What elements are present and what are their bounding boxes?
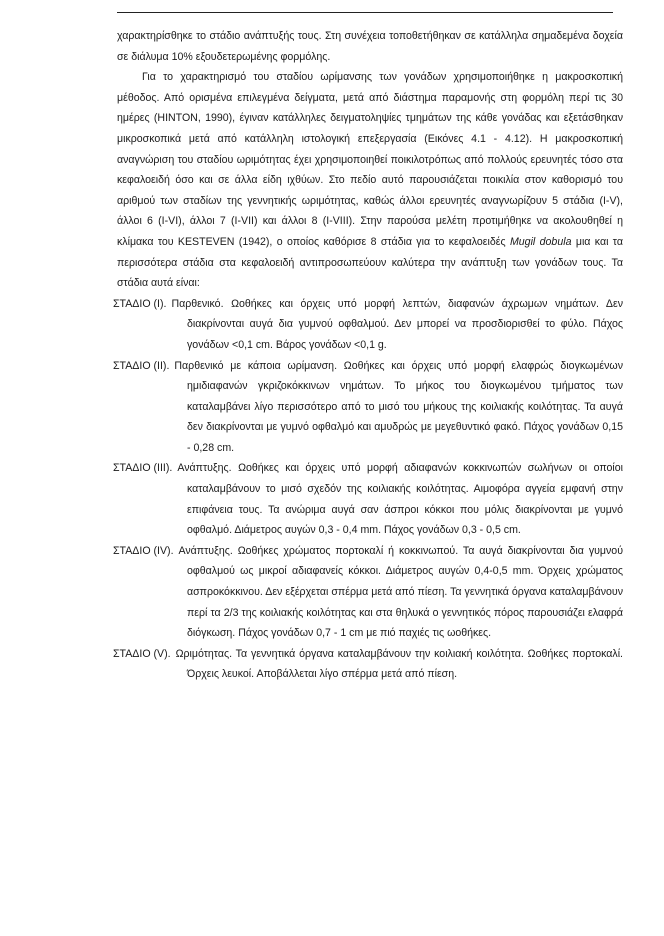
- stage-label: ΣΤΑΔΙΟ (III).: [113, 462, 173, 475]
- stage-description: Ωριμότητας. Τα γεννητικά όργανα καταλαμβάνουν την κοιλιακή κοιλότητα. Ωοθήκες πορτοκαλί. Όρχεις λευκοί. Αποβάλλεται λίγο σπέρμα μετά από πίεση.: [175, 647, 623, 681]
- species-name: Mugil dobula: [509, 235, 572, 248]
- header-rule: [117, 12, 613, 13]
- paragraph-text-a: Για το χαρακτηρισμό του σταδίου ωρίμανσης των γονάδων χρησιμοποιήθηκε η μακροσκοπική μέθοδος. Από ορισμένα επιλεγμένα δείγματα, μετά από διάστημα παραμονής στη φορμόλη περί τις 30 ημέρες (HINTON, 1990), έγιναν κατάλληλες δειγματοληψίες τμημάτων της κάθε γονάδας και εξετάσθηκαν μικροσκοπικά μετά από κατάλληλη ιστολογική επεξεργασία (Εικόνες 4.1 - 4.12). Η μακροσκοπική αναγνώριση του σταδίου ωριμότητας έχει χρησιμοποιηθεί ποικιλοτρόπως από πολλούς ερευνητές τόσο στα κεφαλοειδή όσο και σε άλλα είδη ιχθύων. Στο πεδίο αυτό παρουσιάζεται ποικιλία στον καθορισμό του αριθμού των σταδίων της γεννητικής ωριμότητας, καθώς άλλοι ερευνητές αναγνωρίζουν 5 στάδια (I-V), άλλοι 6 (I-VI), άλλοι 7 (I-VII) και άλλοι 8 (I-VIII). Στην παρούσα μελέτη προτιμήθηκε να ακολουθηθεί η κλίμακα του KESTEVEN (1942), ο οποίος καθόρισε 8 στάδια για το κεφαλοειδές: [117, 71, 623, 248]
- paragraph-maturity-method: [117, 67, 623, 294]
- stage-entry-1: [113, 294, 623, 356]
- document-body: [113, 26, 623, 685]
- stage-description: Παρθενικό. Ωοθήκες και όρχεις υπό μορφή λεπτών, διαφανών άχρωμων νημάτων. Δεν διακρίνονται αυγά δια γυμνού οφθαλμού. Δεν μπορεί να προσδιορισθεί το φύλο. Πάχος γονάδων <0,1 cm. Βάρος γονάδων <0,1 g.: [171, 297, 623, 351]
- stage-description: Ανάπτυξης. Ωοθήκες χρώματος πορτοκαλί ή κοκκινωπού. Τα αυγά διακρίνονται δια γυμνού οφθαλμού ως μικροί αδιαφανείς κόκκοι. Διάμετρος αυγών 0,4-0,5 mm. Όρχεις χρώματος ασπροκόκκινου. Δεν εξέρχεται σπέρμα μετά από πίεση. Τα γεννητικά όργανα καταλαμβάνουν περί τα 2/3 της κοιλιακής κοιλότητας και στα θηλυκά ο γεννητικός πόρος παρουσιάζει ελαφρά διόγκωση. Πάχος γονάδων 0,7 - 1 cm με πιό παχιές τις ωοθήκες.: [178, 544, 623, 640]
- paragraph-text-b: μια και τα περισσότερα στάδια στα κεφαλοειδή αντιπροσωπεύουν καλύτερα την ανάπτυξη των γονάδων τους. Τα στάδια αυτά είναι:: [117, 235, 623, 290]
- stage-entry-2: [113, 356, 623, 459]
- stage-description: Ανάπτυξης. Ωοθήκες και όρχεις υπό μορφή αδιαφανών κοκκινωπών σωλήνων οι οποίοι καταλαμβάνουν το μισό σχεδόν της κοιλιακής κοιλότητας. Αιμοφόρα αγγεία εμφανή στην επιφάνεια τους. Τα ανώριμα αυγά σαν άσπροι κόκκοι που μόλις διακρίνονται με γυμνό οφθαλμό. Διάμετρος αυγών 0,3 - 0,4 mm. Πάχος γονάδων 0,3 - 0,5 cm.: [177, 462, 623, 537]
- stage-description: Παρθενικό με κάποια ωρίμανση. Ωοθήκες και όρχεις υπό μορφή ελαφρώς διογκωμένων ημιδιαφανών γκριζοκόκκινων νημάτων. Το μήκος του διογκωμένου τμήματος των καταλαμβάνει λίγο περισσότερο από το μισό του μήκους της κοιλιακής κοιλότητας. Τα αυγά δεν διακρίνονται με γυμνό οφθαλμό και αμυδρώς με μεγεθυντικό φακό. Πάχος γονάδων 0,15 - 0,28 cm.: [174, 359, 623, 454]
- stage-label: ΣΤΑΔΙΟ (II).: [113, 359, 170, 372]
- stage-entry-3: [113, 458, 623, 540]
- stage-label: ΣΤΑΔΙΟ (IV).: [113, 544, 174, 557]
- paragraph-intro-continuation: χαρακτηρίσθηκε το στάδιο ανάπτυξής τους. Στη συνέχεια τοποθετήθηκαν σε κατάλληλα σημαδεμένα δοχεία σε διάλυμα 10% εξουδετερωμένης φορμόλης.: [117, 30, 623, 63]
- stage-entry-5: [113, 644, 623, 685]
- stage-label: ΣΤΑΔΙΟ (V).: [113, 647, 171, 660]
- stage-label: ΣΤΑΔΙΟ (I).: [113, 297, 167, 310]
- stage-entry-4: [113, 541, 623, 644]
